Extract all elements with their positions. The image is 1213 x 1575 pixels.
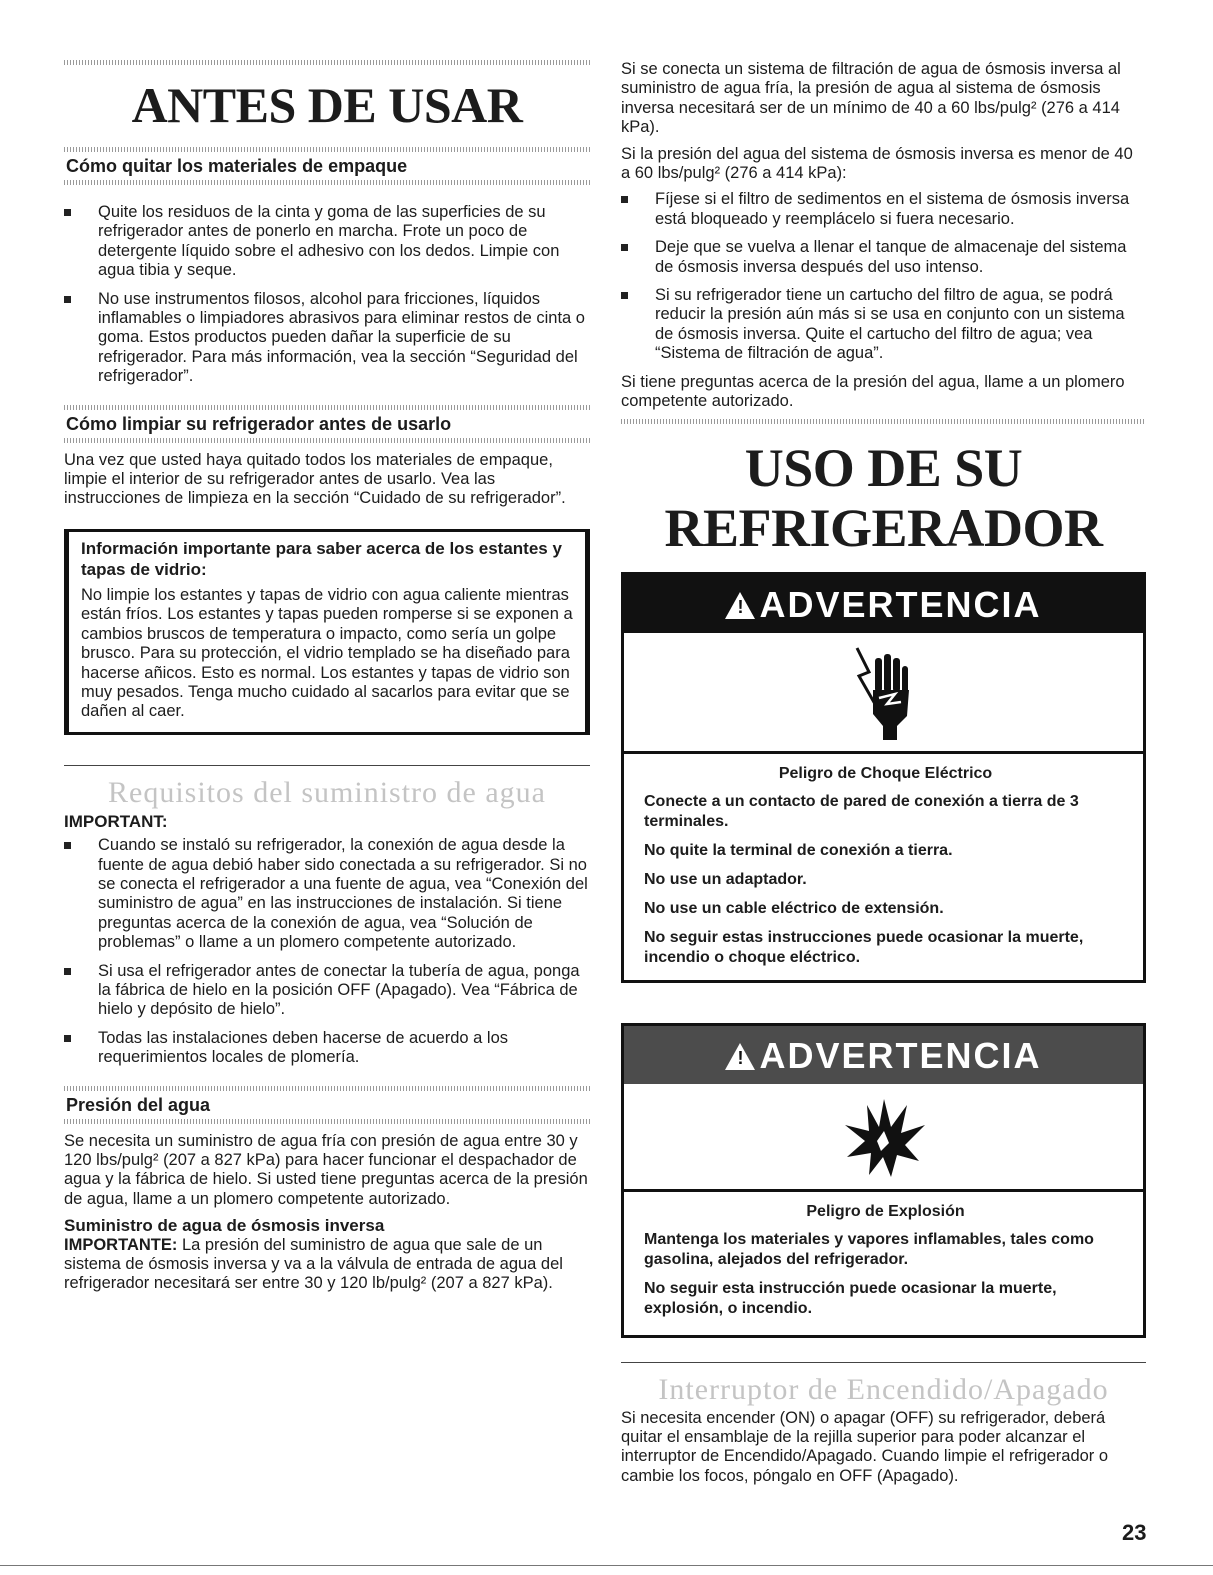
warning-body bbox=[624, 1192, 1143, 1335]
section-title-antes-de-usar: ANTES DE USAR bbox=[131, 77, 523, 133]
hazard-title: Peligro de Choque Eléctrico bbox=[778, 764, 993, 782]
info-text: No limpie los estantes y tapas de vidrio con agua caliente mientras están fríos. Los estantes y tapas pueden romperse si se exponen a cambios bruscos de temperatura o impacto, como sería un golpe brusco. Para su protección, el vidrio templado se ha diseñado para hacerse añicos. Esto es normal. Los estantes y tapas de vidrio son muy pesados. Tenga mucho cuidado al sacarlos para evitar que se dañen al caer. bbox=[81, 585, 573, 721]
dotted-rule bbox=[64, 1119, 590, 1124]
power-switch-heading: Interruptor de Encendido/Apagado bbox=[658, 1372, 1109, 1406]
warning-line: No use un cable eléctrico de extensión. bbox=[644, 899, 944, 917]
electric-shock-hand-icon bbox=[624, 633, 1143, 754]
ro-list bbox=[621, 190, 1146, 363]
warning-line: No use un adaptador. bbox=[644, 870, 807, 888]
list-item: Si su refrigerador tiene un cartucho del filtro de agua, se podrá reducir la presión aún más si se usa en conjunto con un sistema de ósmosis inversa. Quite el cartucho del filtro de agua; vea “Sistema de filtración de agua”. bbox=[621, 286, 1146, 364]
water-requirements-list bbox=[64, 836, 590, 1067]
dotted-rule bbox=[621, 419, 1146, 424]
dotted-rule bbox=[64, 438, 590, 443]
warning-triangle-icon: ! bbox=[725, 592, 755, 619]
left-column bbox=[64, 60, 590, 1301]
ro-paragraph-2: Si la presión del agua del sistema de ósmosis inversa es menor de 40 a 60 lbs/pulg² (276 a 414 kPa): bbox=[621, 144, 1133, 183]
clean-heading: Cómo limpiar su refrigerador antes de usarlo bbox=[66, 413, 452, 434]
dotted-rule bbox=[64, 60, 590, 65]
clean-text: Una vez que usted haya quitado todos los materiales de empaque, limpie el interior de su refrigerador antes de usarlo. Vea las instrucciones de limpieza en la sección “Cuidado de su refrigerador”. bbox=[64, 450, 566, 508]
list-item: Quite los residuos de la cinta y goma de las superficies de su refrigerador antes de ponerlo en marcha. Frote un poco de detergente líquido sobre el adhesivo con los dedos. Limpie con agua tibia y seque. bbox=[64, 203, 590, 281]
ro-important-label: IMPORTANTE: bbox=[64, 1235, 178, 1254]
glass-shelves-info-box bbox=[64, 529, 590, 735]
explosion-icon bbox=[624, 1084, 1143, 1192]
info-heading: Información importante para saber acerca de los estantes y tapas de vidrio: bbox=[81, 538, 562, 579]
ro-paragraph-1: Si se conecta un sistema de filtración de agua de ósmosis inversa al suministro de agua fría, la presión de agua al sistema de ósmosis inversa necesitará ser de un mínimo de 40 a 60 lbs/pulg² (276 a 414 kPa). bbox=[621, 60, 1121, 137]
ro-heading: Suministro de agua de ósmosis inversa bbox=[64, 1216, 385, 1236]
hazard-title: Peligro de Explosión bbox=[806, 1202, 965, 1220]
warning-triangle-icon: ! bbox=[725, 1043, 755, 1070]
list-item: Todas las instalaciones deben hacerse de acuerdo a los requerimientos locales de plomería. bbox=[64, 1029, 590, 1068]
water-supply-heading: Requisitos del suministro de agua bbox=[108, 775, 546, 809]
list-item: No use instrumentos filosos, alcohol para fricciones, líquidos inflamables o limpiadores abrasivos para eliminar restos de cinta o goma. Estos productos pueden dañar la superficie de su refrigerador. Para más información, vea la sección “Seguridad del refrigerador”. bbox=[64, 290, 590, 387]
ro-paragraph-3: Si tiene preguntas acerca de la presión del agua, llame a un plomero competente autorizado. bbox=[621, 372, 1125, 411]
warning-line: No seguir estas instrucciones puede ocasionar la muerte, incendio o choque eléctrico. bbox=[644, 928, 1084, 966]
warning-label: ADVERTENCIA bbox=[759, 583, 1042, 625]
warning-line: No quite la terminal de conexión a tierra. bbox=[644, 841, 953, 859]
packaging-heading: Cómo quitar los materiales de empaque bbox=[66, 156, 408, 176]
ro-text: La presión del suministro de agua que sale de un sistema de ósmosis inversa y va a la válvula de entrada de agua del refrigerador necesitará ser entre 30 y 120 lb/pulg² (207 a 827 kPa). bbox=[64, 1235, 563, 1293]
warning-body bbox=[624, 754, 1143, 980]
list-item: Deje que se vuelva a llenar el tanque de almacenaje del sistema de ósmosis inversa después del uso intenso. bbox=[621, 238, 1146, 277]
section-title-uso-de-su-refrigerador: USO DE SU REFRIGERADOR bbox=[664, 437, 1103, 558]
ro-paragraph bbox=[64, 1236, 590, 1294]
electrical-shock-warning bbox=[621, 572, 1146, 983]
page-number: 23 bbox=[1122, 1520, 1147, 1545]
right-column bbox=[621, 60, 1146, 1493]
list-item: Fíjese si el filtro de sedimentos en el sistema de ósmosis inversa está bloqueado y reemplácelo si fuera necesario. bbox=[621, 190, 1146, 229]
list-item: Cuando se instaló su refrigerador, la conexión de agua desde la fuente de agua debió haber sido conectada a su refrigerador. Si no se conecta el refrigerador a una fuente de agua, vea “Conexión del suministro de agua” en las instrucciones de instalación. Si tiene preguntas acerca de la conexión de agua, vea “Solución de problemas” o llame a un plomero competente autorizado. bbox=[64, 836, 590, 952]
warning-line: No seguir esta instrucción puede ocasionar la muerte, explosión, o incendio. bbox=[644, 1279, 1057, 1317]
pressure-heading: Presión del agua bbox=[66, 1094, 211, 1115]
warning-header bbox=[624, 575, 1143, 633]
page-bottom-rule bbox=[0, 1565, 1213, 1566]
list-item: Si usa el refrigerador antes de conectar la tubería de agua, ponga la fábrica de hielo en la posición OFF (Apagado). Vea “Fábrica de hielo y depósito de hielo”. bbox=[64, 962, 590, 1020]
warning-label: ADVERTENCIA bbox=[759, 1034, 1042, 1076]
power-switch-text: Si necesita encender (ON) o apagar (OFF) su refrigerador, deberá quitar el ensamblaje de la rejilla superior para poder alcanzar el interruptor de Encendido/Apagado. Cuando limpie el refrigerador o cambie los focos, póngalo en OFF (Apagado). bbox=[621, 1408, 1109, 1485]
dotted-rule bbox=[64, 180, 590, 185]
section-rule bbox=[64, 765, 590, 766]
important-label: IMPORTANT: bbox=[64, 811, 168, 831]
section-rule bbox=[621, 1362, 1146, 1363]
warning-header bbox=[624, 1026, 1143, 1084]
warning-line: Mantenga los materiales y vapores inflamables, tales como gasolina, alejados del refrigerador. bbox=[644, 1230, 1094, 1268]
packaging-list bbox=[64, 203, 590, 387]
pressure-text: Se necesita un suministro de agua fría con presión de agua entre 30 y 120 lbs/pulg² (207 a 827 kPa) para hacer funcionar el despachador de agua y la fábrica de hielo. Si usted tiene preguntas acerca de la presión de agua, llame a un plomero competente autorizado. bbox=[64, 1131, 588, 1208]
explosion-warning bbox=[621, 1023, 1146, 1338]
warning-line: Conecte a un contacto de pared de conexión a tierra de 3 terminales. bbox=[644, 792, 1079, 830]
